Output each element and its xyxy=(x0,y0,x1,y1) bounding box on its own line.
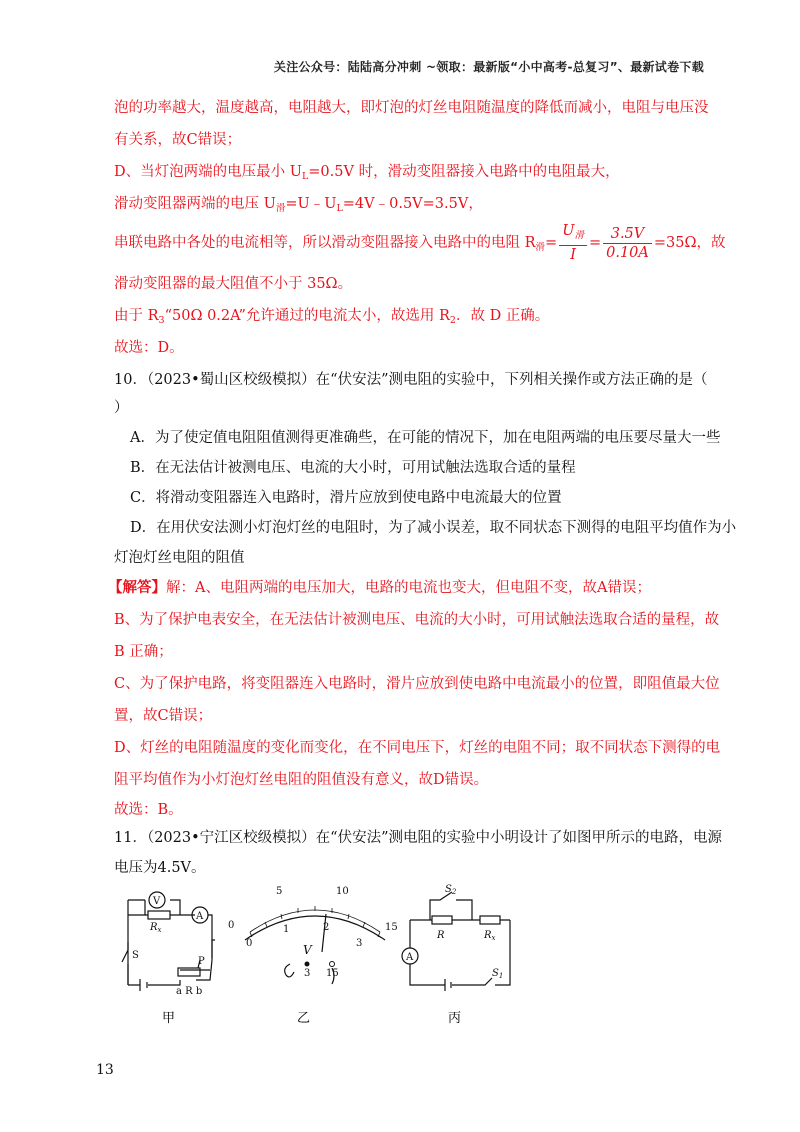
figure-jia-circuit xyxy=(122,892,215,991)
answer-line: B 正确； xyxy=(114,644,173,660)
dial-upper-label: 0 xyxy=(228,920,235,931)
answer-line: D、灯丝的电阻随温度的变化而变化，在不同电压下，灯丝的电阻不同；取不同状态下测得的电 xyxy=(114,740,721,756)
dial-upper-label: 10 xyxy=(336,886,349,897)
question-10-stem: 10．（2023•蜀山区校级模拟）在“伏安法”测电阻的实验中，下列相关操作或方法正确的是（ xyxy=(114,372,708,388)
answer-line: C、为了保护电路，将变阻器连入电路时，滑片应放到使电路中电流最小的位置，即阻值最大位 xyxy=(114,676,720,692)
answer-line: B、为了保护电表安全，在无法估计被测电压、电流的大小时，可用试触法选取合适的量程，故 xyxy=(114,612,720,628)
answer-line: 滑动变阻器的最大阻值不小于 35Ω。 xyxy=(114,276,353,292)
resistor-rx-label: $R_x$ xyxy=(484,930,496,942)
terminal-dot xyxy=(330,962,335,967)
question-11-stem-cont: 电压为4.5V。 xyxy=(114,860,206,876)
answer-conclusion: 故选：D。 xyxy=(114,340,184,356)
figure-yi-ticks xyxy=(250,906,380,937)
figure-caption-yi: 乙 xyxy=(297,1011,311,1026)
dial-lower-label: 0 xyxy=(246,938,253,949)
rheostat-label: a R b xyxy=(176,986,203,997)
switch-s1-label: $S_1$ xyxy=(492,968,504,980)
answer-line: 阻平均值作为小灯泡灯丝电阻的阻值没有意义，故D错误。 xyxy=(114,772,489,788)
ammeter-label: A xyxy=(196,911,204,922)
question-10-stem-end: ） xyxy=(114,400,129,416)
answer-line: 滑动变阻器两端的电压 $U_滑=U﹣U_L=4V﹣0.5V=3.5V$， xyxy=(114,196,483,214)
switch-s2-label: $S_2$ xyxy=(445,884,457,896)
dial-lower-label: 2 xyxy=(323,922,330,933)
terminal-15: 15 xyxy=(326,968,339,979)
slider-label: P xyxy=(198,956,205,967)
question-11-stem: 11．（2023•宁江区校级模拟）在“伏安法”测电阻的实验中小明设计了如图甲所示的电路，电源 xyxy=(114,830,722,846)
dial-upper-label: 5 xyxy=(276,886,283,897)
figure-caption-jia: 甲 xyxy=(162,1011,176,1026)
answer-line: 由于 $R_3“50\Omega$ 0.2A”允许通过的电流太小，故选用 $R_2$．故 D 正确。 xyxy=(114,308,550,326)
ammeter-label: A xyxy=(406,952,414,963)
page-header: 关注公众号：陆陆高分冲刺 ~领取：最新版“小中高考-总复习”、最新试卷下载 xyxy=(273,60,704,74)
voltmeter-label: V xyxy=(153,896,161,907)
resistor-r-label: R xyxy=(437,930,445,941)
answer-line: 有关系，故C错误； xyxy=(114,132,242,148)
figure-yi-dial xyxy=(245,910,385,984)
fraction: $\frac{3.5V}{0.10A}$ xyxy=(603,225,652,262)
dial-lower-label: 3 xyxy=(356,938,363,949)
answer-line: 【解答】解：A、电阻两端的电压加大，电路的电流也变大，但电阻不变，故A错误； xyxy=(108,579,651,596)
circuit-figures xyxy=(100,880,740,1030)
answer-tag: 【解答】 xyxy=(108,579,166,596)
fraction: $\frac{U_滑}{I}$ xyxy=(559,222,587,264)
option-b: B．在无法估计被测电压、电流的大小时，可用试触法选取合适的量程 xyxy=(130,460,576,476)
page-number: 13 xyxy=(96,1062,114,1078)
dial-upper-label: 15 xyxy=(385,922,398,933)
answer-line: 泡的功率越大，温度越高，电阻越大，即灯泡的灯丝电阻随温度的降低而减小，电阻与电压没 xyxy=(114,100,709,116)
resistor-label: $R_x$ xyxy=(150,922,162,934)
answer-line: D、当灯泡两端的电压最小 $U_L=0.5V$ 时，滑动变阻器接入电路中的电阻最大， xyxy=(114,164,620,182)
figure-caption-bing: 丙 xyxy=(448,1011,462,1026)
option-d: D．在用伏安法测小灯泡灯丝的电阻时，为了减小误差，取不同状态下测得的电阻平均值作为小 xyxy=(130,520,737,536)
terminal-dot xyxy=(305,962,310,967)
option-c: C．将滑动变阻器连入电路时，滑片应放到使电路中电流最大的位置 xyxy=(130,490,562,506)
terminal-3: 3 xyxy=(304,968,311,979)
answer-conclusion: 故选：B。 xyxy=(114,802,183,818)
dial-lower-label: 1 xyxy=(283,924,290,935)
option-d-cont: 灯泡灯丝电阻的阻值 xyxy=(114,550,245,566)
option-a: A．为了使定值电阻阻值测得更准确些，在可能的情况下，加在电阻两端的电压要尽量大一些 xyxy=(130,430,721,446)
switch-label: S xyxy=(132,950,139,961)
dial-unit: V xyxy=(303,943,312,957)
figure-bing-labels xyxy=(405,884,503,980)
answer-line: 置，故C错误； xyxy=(114,708,213,724)
answer-line-formula: 串联电路中各处的电流相等，所以滑动变阻器接入电路中的电阻 $R_滑=$ $\frac{U_滑}{I}$ = $\frac{3.5V}{0.10A}$ =35Ω，故 xyxy=(114,223,726,263)
